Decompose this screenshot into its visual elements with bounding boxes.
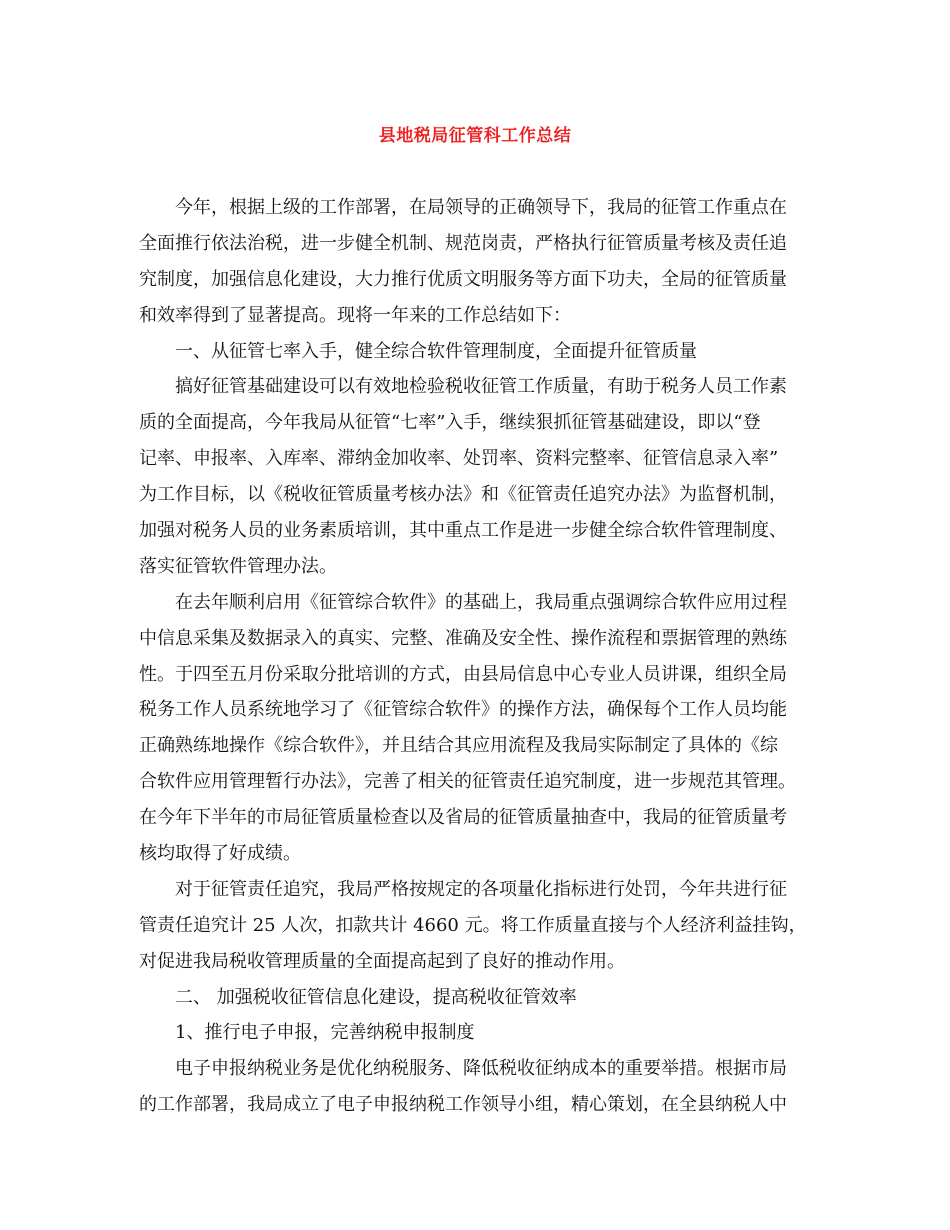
paragraph-line: 加强对税务人员的业务素质培训，其中重点工作是进一步健全综合软件管理制度、 [139,520,787,542]
paragraph-line: 1、推行电子申报，完善纳税申报制度 [175,1022,475,1044]
paragraph-line: 落实征管软件管理办法。 [139,555,337,577]
paragraph-line: 核均取得了好成绩。 [139,843,301,865]
paragraph-line: 究制度，加强信息化建设，大力推行优质文明服务等方面下功夫，全局的征管质量 [139,268,787,290]
paragraph-line: 质的全面提高，今年我局从征管“七率”入手，继续狠抓征管基础建设，即以“登 [139,412,761,434]
paragraph-line: 在去年顺利启用《征管综合软件》的基础上，我局重点强调综合软件应用过程 [175,591,787,613]
paragraph-line: 税务工作人员系统地学习了《征管综合软件》的操作方法，确保每个工作人员均能 [139,699,787,721]
paragraph-line: 的工作部署，我局成立了电子申报纳税工作领导小组，精心策划，在全县纳税人中 [139,1094,787,1116]
paragraph-line: 为工作目标，以《税收征管质量考核办法》和《征管责任追究办法》为监督机制， [139,484,787,506]
paragraph-line: 今年，根据上级的工作部署，在局领导的正确领导下，我局的征管工作重点在 [175,197,787,218]
paragraph-line: 全面推行依法治税，进一步健全机制、规范岗责，严格执行征管质量考核及责任追 [139,232,787,254]
paragraph-line: 和效率得到了显著提高。现将一年来的工作总结如下： [139,304,571,326]
paragraph-line: 管责任追究计 25 人次，扣款共计 4660 元。将工作质量直接与个人经济利益挂钩， [139,914,807,936]
document-body [139,190,811,1123]
paragraph-line: 搞好征管基础建设可以有效地检验税收征管工作质量，有助于税务人员工作素 [175,376,787,398]
paragraph-line: 性。于四至五月份采取分批培训的方式，由县局信息中心专业人员讲课，组织全局 [139,663,787,685]
paragraph-line: 一、从征管七率入手，健全综合软件管理制度，全面提升征管质量 [175,340,697,362]
paragraph-line: 二、 加强税收征管信息化建设，提高税收征管效率 [175,986,577,1008]
paragraph-line: 对于征管责任追究，我局严格按规定的各项量化指标进行处罚，今年共进行征 [175,878,787,900]
document-title: 县地税局征管科工作总结 [378,126,572,146]
paragraph-line: 合软件应用管理暂行办法》，完善了相关的征管责任追究制度，进一步规范其管理。 [139,771,796,793]
paragraph-line: 电子申报纳税业务是优化纳税服务、降低税收征纳成本的重要举措。根据市局 [175,1058,787,1080]
paragraph-line: 记率、申报率、入库率、滞纳金加收率、处罚率、资料完整率、征管信息录入率” [139,448,779,470]
paragraph-line: 对促进我局税收管理质量的全面提高起到了良好的推动作用。 [139,950,625,972]
paragraph-line: 中信息采集及数据录入的真实、完整、准确及安全性、操作流程和票据管理的熟练 [139,627,787,649]
paragraph-line: 在今年下半年的市局征管质量检查以及省局的征管质量抽查中，我局的征管质量考 [139,807,787,829]
paragraph-line: 正确熟练地操作《综合软件》，并且结合其应用流程及我局实际制定了具体的《综 [139,735,778,757]
